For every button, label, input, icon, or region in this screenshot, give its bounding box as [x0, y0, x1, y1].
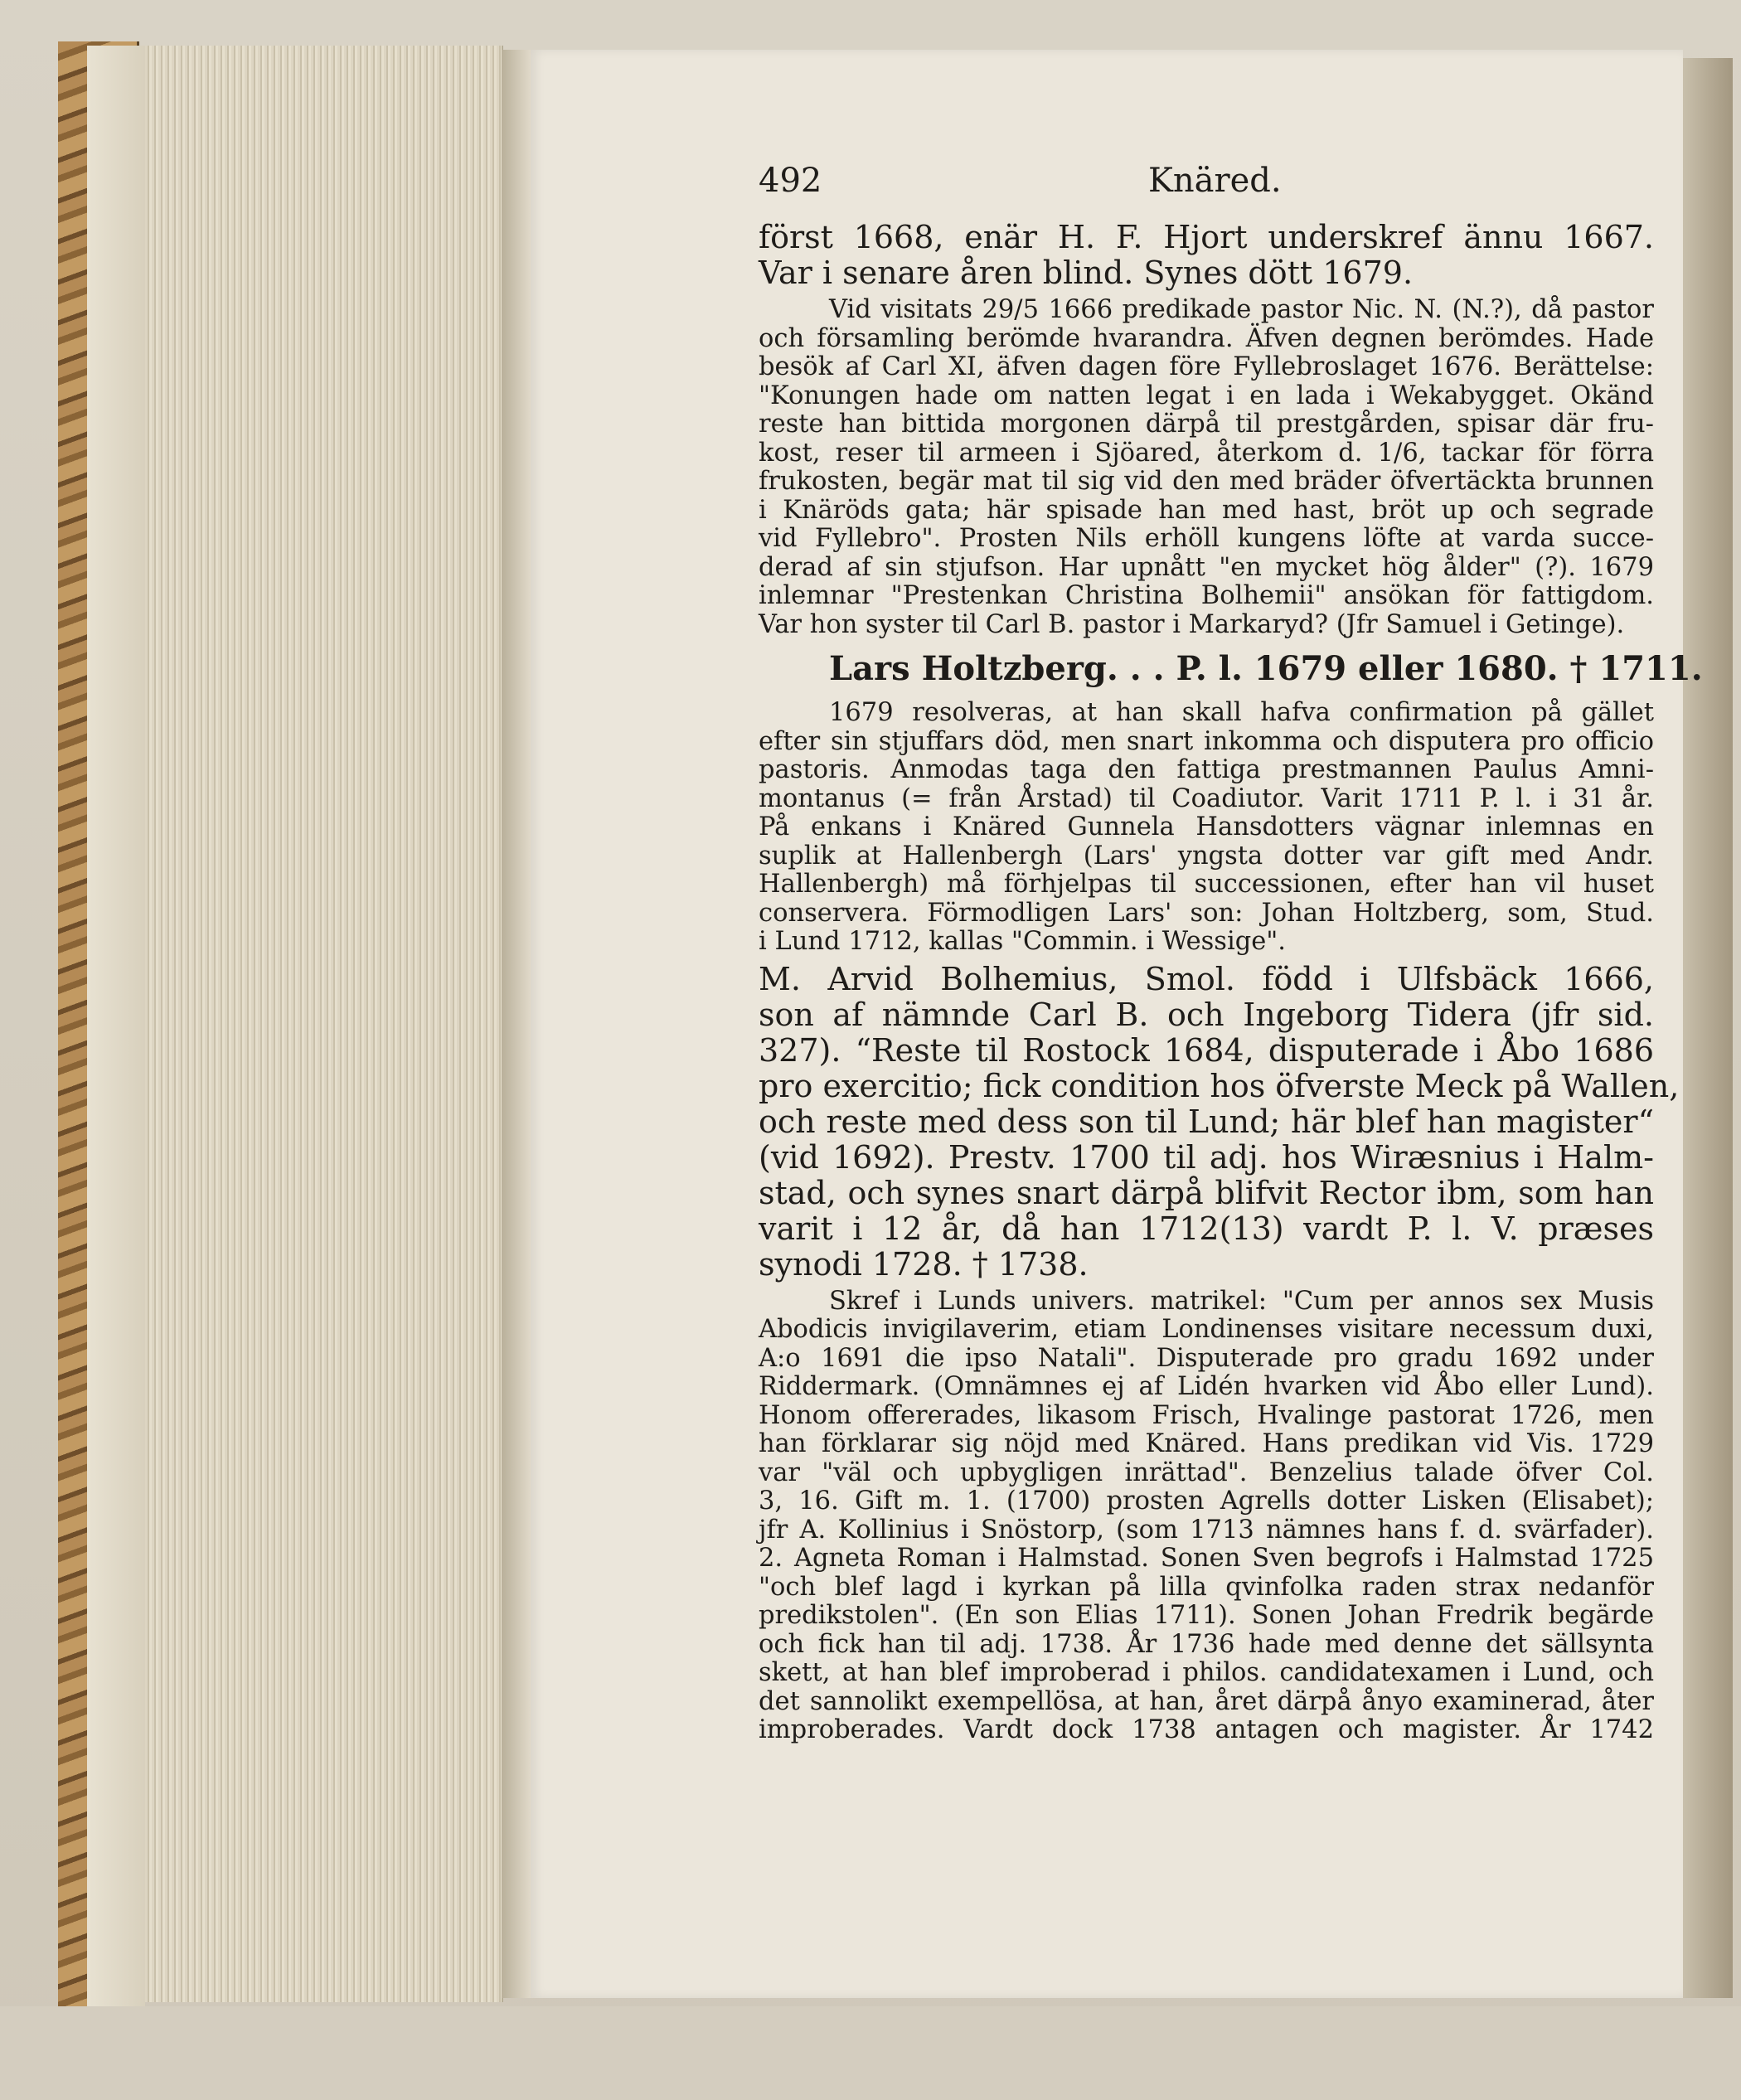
paragraph-gap — [759, 1745, 1654, 1750]
running-head: Knäred. — [1148, 162, 1282, 200]
text-line: varit i 12 år, då han 1712(13) vardt P. l. V. præses — [759, 1210, 1654, 1247]
text-line: Abodicis invigilaverim, etiam Londinenses visitare necessum duxi, — [759, 1315, 1654, 1344]
paragraph-gap — [759, 639, 1654, 644]
text-line: och församling berömde hvarandra. Äfven degnen berömdes. Hade — [759, 323, 1654, 353]
note-paragraph — [759, 699, 1654, 957]
text-line: suplik at Hallenbergh (Lars' yngsta dotter var gift med Andr. — [759, 841, 1654, 871]
text-line: 327). “Reste til Rostock 1684, disputerade i Åbo 1686 — [759, 1031, 1654, 1069]
text-line: synodi 1728. † 1738. — [759, 1245, 1089, 1283]
text-line: och reste med dess son til Lund; här blef han magister“ — [759, 1103, 1654, 1140]
text-line: son af nämnde Carl B. och Ingeborg Tidera (jfr sid. — [759, 996, 1654, 1033]
text-line: Vid visitats 29/5 1666 predikade pastor Nic. N. (N.?), då pastor — [829, 295, 1654, 324]
text-line: På enkans i Knäred Gunnela Hansdotters vägnar inlemnas en — [759, 812, 1654, 841]
text-line: reste han bittida morgonen därpå til prestgården, spisar där fru- — [759, 410, 1654, 439]
text-line: Riddermark. (Omnämnes ej af Lidén hvarken vid Åbo eller Lund). — [759, 1372, 1654, 1401]
text-line: Honom offererades, likasom Frisch, Hvalinge pastorat 1726, men — [759, 1400, 1654, 1430]
text-line: skett, at han blef improberad i philos. candidatexamen i Lund, och — [759, 1658, 1654, 1687]
text-line: 2. Agneta Roman i Halmstad. Sonen Sven begrofs i Halmstad 1725 — [759, 1544, 1654, 1573]
text-line: jfr A. Kollinius i Snöstorp, (som 1713 nämnes hans f. d. svärfader). — [759, 1515, 1654, 1545]
text-line: "och blef lagd i kyrkan på lilla qvinfolka raden strax nedanför — [759, 1572, 1654, 1602]
text-line: derad af sin stjufson. Har upnått "en mycket hög ålder" (?). 1679 — [759, 552, 1654, 582]
text-line: M. Arvid Bolhemius, Smol. född i Ulfsbäck 1666, — [759, 960, 1654, 997]
text-blocks — [759, 219, 1703, 1750]
text-line: först 1668, enär H. F. Hjort underskref ännu 1667. — [759, 219, 1654, 255]
text-line: och fick han til adj. 1738. År 1736 hade med denne det sällsynta — [759, 1629, 1654, 1659]
note-paragraph — [759, 1288, 1654, 1745]
text-line: inlemnar "Prestenkan Christina Bolhemii" ansökan för fattigdom. — [759, 581, 1654, 610]
body-paragraph — [759, 960, 1680, 1283]
text-line: vid Fyllebro". Prosten Nils erhöll kungens löfte at varda succe- — [759, 524, 1654, 553]
text-line: A:o 1691 die ipso Natali". Disputerade pro gradu 1692 under — [759, 1343, 1654, 1373]
text-line: var "väl och upbygligen inrättad". Benzelius talade öfver Col. — [759, 1457, 1654, 1487]
page-text — [759, 162, 1703, 1750]
text-line: pro exercitio; fick condition hos öfverste Meck på Wallen, — [759, 1067, 1680, 1104]
note-paragraph — [759, 296, 1654, 639]
text-line: efter sin stjuffars död, men snart inkomma och disputera pro officio — [759, 726, 1654, 756]
text-line: "Konungen hade om natten legat i en lada i Wekabygget. Okänd — [759, 381, 1654, 410]
page-stack — [145, 46, 503, 2002]
text-line: i Lund 1712, kallas "Commin. i Wessige". — [759, 927, 1287, 956]
text-line: han förklarar sig nöjd med Knäred. Hans predikan vid Vis. 1729 — [759, 1429, 1654, 1458]
text-line: kost, reser til armeen i Sjöared, återkom d. 1/6, tackar för förra — [759, 438, 1654, 468]
text-line: Hallenbergh) må förhjelpas til successionen, efter han vil huset — [759, 870, 1654, 899]
text-line: pastoris. Anmodas taga den fattiga prestmannen Paulus Amni- — [759, 755, 1654, 784]
book-gutter — [502, 50, 535, 1998]
text-line: besök af Carl XI, äfven dagen före Fyllebroslaget 1676. Berättelse: — [759, 352, 1654, 381]
text-line: (vid 1692). Prestv. 1700 til adj. hos Wiræsnius i Halm- — [759, 1138, 1654, 1176]
text-line: montanus (= från Årstad) til Coadiutor. Varit 1711 P. l. i 31 år. — [759, 783, 1654, 813]
text-line: improberades. Vardt dock 1738 antagen och magister. År 1742 — [759, 1715, 1654, 1744]
page-header — [759, 162, 1654, 220]
scan-bottom-margin — [0, 2006, 1741, 2100]
entry-heading — [759, 647, 1703, 691]
text-line: det sannolikt exempellösa, at han, året därpå ånyo examinerad, åter — [759, 1686, 1654, 1716]
facing-page-edge — [1683, 58, 1733, 1998]
text-line: conservera. Förmodligen Lars' son: Johan Holtzberg, som, Stud. — [759, 898, 1654, 928]
text-line: Var hon syster til Carl B. pastor i Markaryd? (Jfr Samuel i Getinge). — [759, 609, 1625, 639]
text-line: Var i senare åren blind. Synes dött 1679. — [759, 255, 1414, 291]
page-number: 492 — [759, 162, 822, 200]
text-line: 3, 16. Gift m. 1. (1700) prosten Agrells dotter Lisken (Elisabet); — [759, 1486, 1654, 1516]
text-line: Lars Holtzberg. . . P. l. 1679 eller 1680. † 1711. — [829, 649, 1703, 688]
text-line: stad, och synes snart därpå blifvit Rector ibm, som han — [759, 1174, 1654, 1211]
endpaper — [87, 46, 145, 2010]
text-line: frukosten, begär mat til sig vid den med bräder öfvertäckta brunnen — [759, 467, 1654, 496]
body-paragraph — [759, 220, 1654, 291]
text-line: Skref i Lunds univers. matrikel: "Cum per annos sex Musis — [829, 1286, 1654, 1316]
text-line: 1679 resolveras, at han skall hafva confirmation på gället — [829, 698, 1654, 727]
text-line: i Knäröds gata; här spisade han med hast, bröt up och segrade — [759, 495, 1654, 525]
text-line: predikstolen". (En son Elias 1711). Sonen Johan Fredrik begärde — [759, 1601, 1654, 1630]
